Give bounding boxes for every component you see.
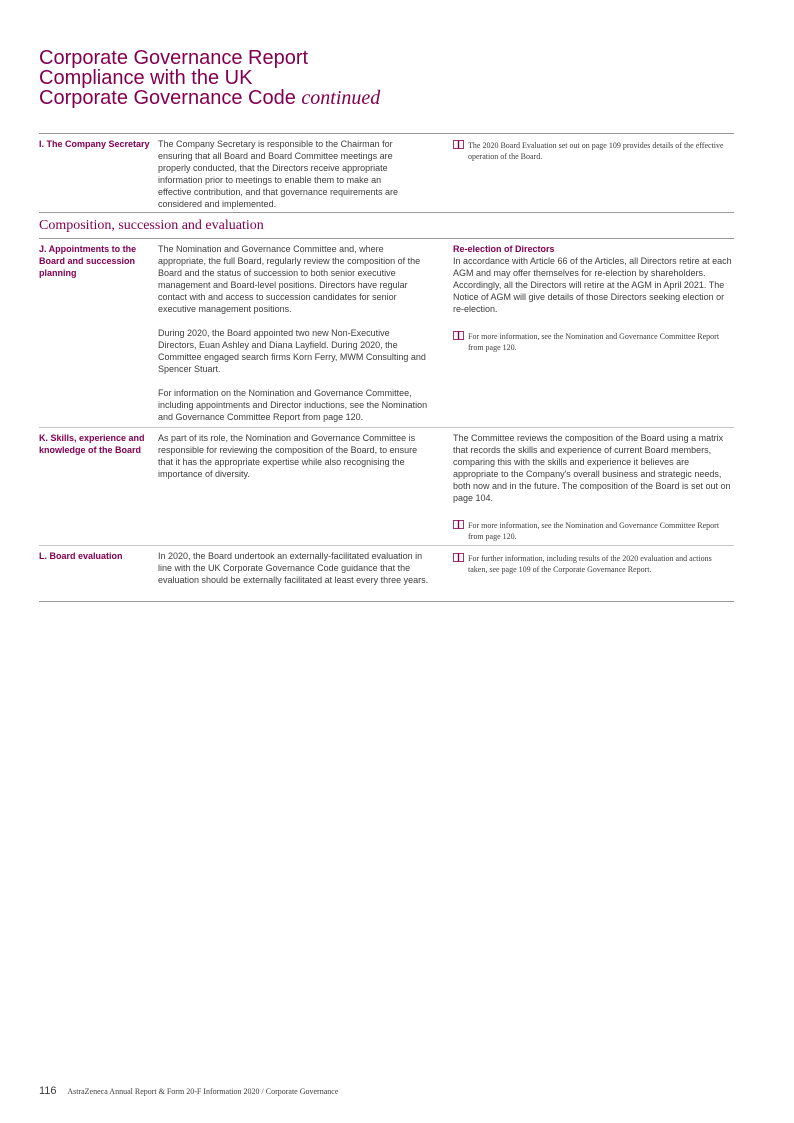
ref-evaluation-results [453,553,737,575]
company-secretary-text: The Company Secretary is responsible to the Chairman for ensuring that all Board and Board Committee meetings are properly conducted, that the Directors receive appropriate information prior to meetings to enable them to make an effective contribution, and that governance requirements are considered and implemented. [158,139,398,209]
row-label-company-secretary: I. The Company Secretary [39,139,150,149]
book-icon [453,520,464,529]
ref-text: For more information, see the Nomination and Governance Committee Report from page 120. [468,521,720,541]
company-secretary-body [158,138,408,210]
title-sub-text: Corporate Governance Code [39,87,296,109]
row-label-evaluation: L. Board evaluation [39,551,123,561]
divider-heading [39,238,734,239]
appointments-para-1: The Nomination and Governance Committee and, where appropriate, the full Board, regularly review the composition of the Board and the status of succession to both senior executive management and Board-level positions. Directors have regular contact with and access to succession candidates for senior executive management positions. [158,244,421,314]
re-election-heading: Re-election of Directors [453,244,555,254]
title-sub-line-1: Compliance with the UK [39,67,253,89]
row-label-appointments: J. Appointments to the Board and succession planning [39,244,137,278]
ref-text: For further information, including results of the 2020 evaluation and actions taken, see page 109 of the Corporate Governance Report. [468,554,712,574]
divider-section-i [39,212,734,213]
ref-board-evaluation [453,140,737,162]
book-icon [453,331,464,340]
page-number: 116 [39,1085,57,1097]
ref-nomination-committee-2 [453,520,737,542]
section-heading-composition: Composition, succession and evaluation [39,218,264,233]
evaluation-right [453,553,737,575]
title-sub-line-2 [39,88,380,108]
page-footer [39,1084,338,1099]
appointments-para-3: For information on the Nomination and Governance Committee, including appointments and Director inductions, see the Nomination and Governance Committee Report from page 120. [158,388,428,422]
ref-text: The 2020 Board Evaluation set out on page 109 provides details of the effective operation of the Board. [468,141,724,161]
evaluation-text: In 2020, the Board undertook an externally-facilitated evaluation in line with the UK Corporate Governance Code guidance that the evaluation should be externally facilitated at least every three years. [158,551,429,585]
skills-right-text: The Committee reviews the composition of the Board using a matrix that records the skills and experience of current Board members, comparing this with the skills and experience it believes are appropriate to the Company's overall business and strategic needs, both now and in the future. The composition of the Board is set out on page 104. [453,433,731,503]
re-election-text: In accordance with Article 66 of the Articles, all Directors retire at each AGM and may offer themselves for re-election by shareholders. Accordingly, all the Directors will retire at the AGM in April 2021. The Notice of AGM will give details of those Directors seeking election or re-election. [453,256,732,314]
appointments-body [158,243,430,423]
skills-right [453,432,737,542]
divider-bottom [39,601,734,602]
appointments-para-2: During 2020, the Board appointed two new Non-Executive Directors, Euan Ashley and Diana Layfield. During 2020, the Committee engaged search firms Korn Ferry, MWM Consulting and Spencer Stuart. [158,328,426,374]
footer-text: AstraZeneca Annual Report & Form 20-F Information 2020 / Corporate Governance [67,1087,339,1096]
divider-section-k [39,545,734,546]
title-main: Corporate Governance Report [39,47,309,69]
book-icon [453,140,464,149]
skills-text: As part of its role, the Nomination and Governance Committee is responsible for reviewing the composition of the Board, to ensure that it has the appropriate expertise while also recognising the importance of diversity. [158,433,418,479]
page-title [39,48,380,108]
company-secretary-ref [453,140,737,162]
skills-body [158,432,428,480]
appointments-right [453,243,737,353]
title-continued: continued [301,87,381,109]
ref-text: For more information, see the Nomination and Governance Committee Report from page 120. [468,332,720,352]
divider-top [39,133,734,134]
divider-section-j [39,427,734,428]
evaluation-body [158,550,430,586]
ref-nomination-committee [453,331,737,353]
row-label-skills: K. Skills, experience and knowledge of the Board [39,433,145,455]
book-icon [453,553,464,562]
